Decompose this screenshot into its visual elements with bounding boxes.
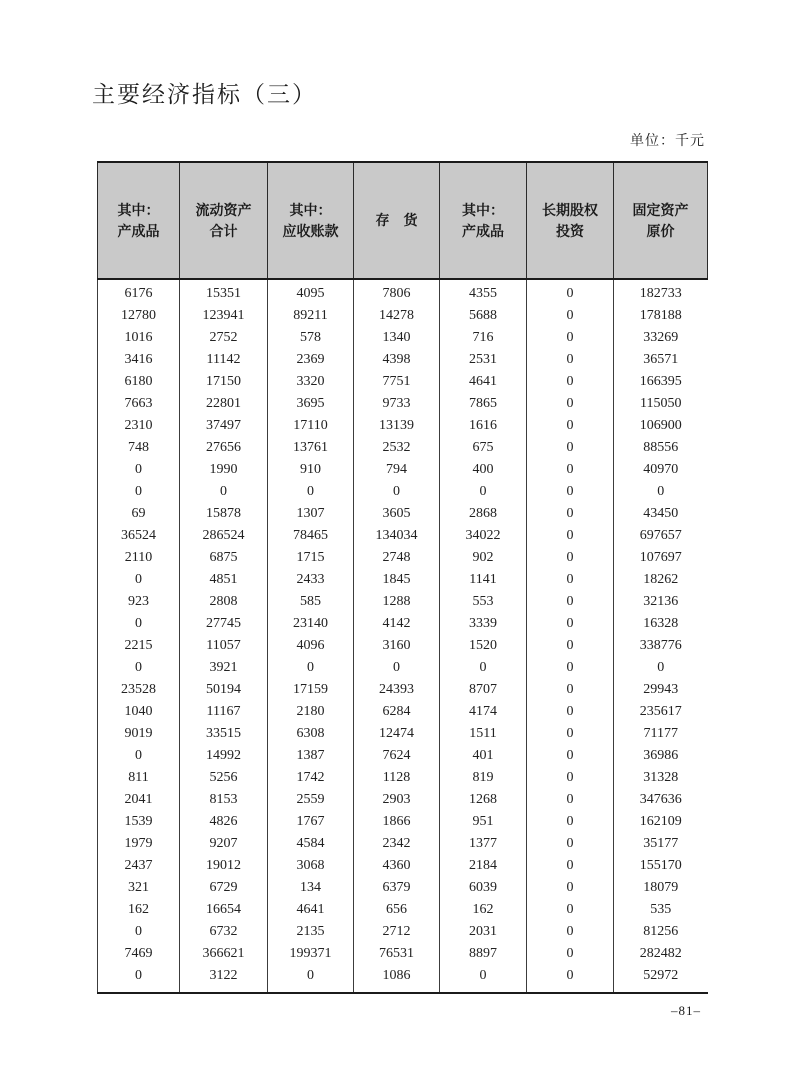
table-cell: 4851 bbox=[180, 569, 268, 591]
table-cell: 24393 bbox=[354, 679, 440, 701]
table-row bbox=[98, 811, 708, 833]
table-cell: 0 bbox=[527, 899, 614, 921]
table-cell: 37497 bbox=[180, 415, 268, 437]
table-cell: 162 bbox=[440, 899, 527, 921]
table-cell: 34022 bbox=[440, 525, 527, 547]
table-cell: 0 bbox=[614, 481, 708, 503]
table-row bbox=[98, 943, 708, 965]
table-cell: 1767 bbox=[268, 811, 354, 833]
table-cell: 43450 bbox=[614, 503, 708, 525]
table-cell: 4142 bbox=[354, 613, 440, 635]
table-cell: 89211 bbox=[268, 305, 354, 327]
table-cell: 585 bbox=[268, 591, 354, 613]
table-cell: 1040 bbox=[98, 701, 180, 723]
table-cell: 27745 bbox=[180, 613, 268, 635]
table-cell: 0 bbox=[98, 459, 180, 481]
table-cell: 282482 bbox=[614, 943, 708, 965]
table-cell: 1866 bbox=[354, 811, 440, 833]
table-cell: 13139 bbox=[354, 415, 440, 437]
table-cell: 401 bbox=[440, 745, 527, 767]
page-title: 主要经济指标（三） bbox=[92, 82, 317, 107]
column-header-line: 合计 bbox=[209, 222, 238, 239]
table-cell: 578 bbox=[268, 327, 354, 349]
table-cell: 2532 bbox=[354, 437, 440, 459]
table-row bbox=[98, 745, 708, 767]
table-cell: 7469 bbox=[98, 943, 180, 965]
table-cell: 0 bbox=[98, 657, 180, 679]
column-header-liudong-zichan-heji bbox=[180, 162, 268, 279]
table-cell: 29943 bbox=[614, 679, 708, 701]
table-row bbox=[98, 371, 708, 393]
table-row bbox=[98, 723, 708, 745]
table-row bbox=[98, 305, 708, 327]
table-cell: 23140 bbox=[268, 613, 354, 635]
table-cell: 4641 bbox=[440, 371, 527, 393]
table-cell: 0 bbox=[268, 481, 354, 503]
table-cell: 0 bbox=[527, 569, 614, 591]
unit-label: 单位：千元 bbox=[630, 134, 705, 149]
table-cell: 23528 bbox=[98, 679, 180, 701]
column-header-line: 原价 bbox=[646, 222, 675, 239]
table-cell: 0 bbox=[527, 855, 614, 877]
table-cell: 81256 bbox=[614, 921, 708, 943]
table-cell: 3339 bbox=[440, 613, 527, 635]
table-cell: 2868 bbox=[440, 503, 527, 525]
table-cell: 338776 bbox=[614, 635, 708, 657]
table-cell: 36571 bbox=[614, 349, 708, 371]
table-cell: 8153 bbox=[180, 789, 268, 811]
table-row bbox=[98, 657, 708, 679]
table-row bbox=[98, 481, 708, 503]
table-cell: 35177 bbox=[614, 833, 708, 855]
table-cell: 3605 bbox=[354, 503, 440, 525]
table-cell: 2041 bbox=[98, 789, 180, 811]
column-header-line: 应收账款 bbox=[282, 222, 339, 239]
table-row bbox=[98, 437, 708, 459]
table-cell: 7624 bbox=[354, 745, 440, 767]
table-row bbox=[98, 833, 708, 855]
table-cell: 0 bbox=[527, 679, 614, 701]
header-row bbox=[98, 162, 708, 279]
table-cell: 9207 bbox=[180, 833, 268, 855]
table-cell: 400 bbox=[440, 459, 527, 481]
table-cell: 819 bbox=[440, 767, 527, 789]
table-cell: 1016 bbox=[98, 327, 180, 349]
table-cell: 0 bbox=[98, 745, 180, 767]
table-cell: 3068 bbox=[268, 855, 354, 877]
table-cell: 9733 bbox=[354, 393, 440, 415]
table-cell: 0 bbox=[527, 547, 614, 569]
table-cell: 0 bbox=[527, 393, 614, 415]
table-cell: 951 bbox=[440, 811, 527, 833]
table-cell: 0 bbox=[98, 921, 180, 943]
table-cell: 4826 bbox=[180, 811, 268, 833]
table-cell: 2369 bbox=[268, 349, 354, 371]
table-cell: 811 bbox=[98, 767, 180, 789]
table-cell: 106900 bbox=[614, 415, 708, 437]
table-row bbox=[98, 279, 708, 305]
table-cell: 1990 bbox=[180, 459, 268, 481]
table-cell: 6176 bbox=[98, 279, 180, 305]
table-cell: 286524 bbox=[180, 525, 268, 547]
table-cell: 6379 bbox=[354, 877, 440, 899]
table-cell: 4360 bbox=[354, 855, 440, 877]
table-cell: 1086 bbox=[354, 965, 440, 993]
table-cell: 17159 bbox=[268, 679, 354, 701]
table-cell: 1979 bbox=[98, 833, 180, 855]
table-cell: 2180 bbox=[268, 701, 354, 723]
table-head bbox=[98, 162, 708, 279]
table-cell: 0 bbox=[180, 481, 268, 503]
table-cell: 11057 bbox=[180, 635, 268, 657]
table-cell: 7663 bbox=[98, 393, 180, 415]
table-cell: 134034 bbox=[354, 525, 440, 547]
column-header-line: 其中： bbox=[462, 201, 504, 218]
table-cell: 0 bbox=[527, 921, 614, 943]
table-cell: 6875 bbox=[180, 547, 268, 569]
table-row bbox=[98, 921, 708, 943]
table-cell: 2531 bbox=[440, 349, 527, 371]
table-cell: 15351 bbox=[180, 279, 268, 305]
table-cell: 7865 bbox=[440, 393, 527, 415]
table-cell: 4584 bbox=[268, 833, 354, 855]
table-cell: 2712 bbox=[354, 921, 440, 943]
table-cell: 0 bbox=[527, 965, 614, 993]
table-cell: 1268 bbox=[440, 789, 527, 811]
table-cell: 2310 bbox=[98, 415, 180, 437]
table-cell: 0 bbox=[527, 613, 614, 635]
table-cell: 0 bbox=[527, 833, 614, 855]
table-cell: 6729 bbox=[180, 877, 268, 899]
table-cell: 535 bbox=[614, 899, 708, 921]
table-cell: 0 bbox=[268, 965, 354, 993]
table-cell: 123941 bbox=[180, 305, 268, 327]
table-cell: 16654 bbox=[180, 899, 268, 921]
table-cell: 6284 bbox=[354, 701, 440, 723]
table-cell: 3160 bbox=[354, 635, 440, 657]
table-cell: 7806 bbox=[354, 279, 440, 305]
table-cell: 8897 bbox=[440, 943, 527, 965]
table-cell: 12474 bbox=[354, 723, 440, 745]
table-cell: 0 bbox=[527, 437, 614, 459]
table-cell: 2135 bbox=[268, 921, 354, 943]
table-cell: 12780 bbox=[98, 305, 180, 327]
table-cell: 902 bbox=[440, 547, 527, 569]
table-cell: 8707 bbox=[440, 679, 527, 701]
table-cell: 3921 bbox=[180, 657, 268, 679]
column-header-line: 产成品 bbox=[462, 222, 504, 239]
table-cell: 18079 bbox=[614, 877, 708, 899]
table-cell: 6308 bbox=[268, 723, 354, 745]
table-cell: 0 bbox=[268, 657, 354, 679]
table-cell: 40970 bbox=[614, 459, 708, 481]
table-row bbox=[98, 855, 708, 877]
table-cell: 4174 bbox=[440, 701, 527, 723]
table-row bbox=[98, 547, 708, 569]
table-cell: 1128 bbox=[354, 767, 440, 789]
table-cell: 3320 bbox=[268, 371, 354, 393]
table-row bbox=[98, 679, 708, 701]
table-cell: 0 bbox=[440, 657, 527, 679]
table-cell: 0 bbox=[527, 415, 614, 437]
table-cell: 1742 bbox=[268, 767, 354, 789]
table-cell: 5688 bbox=[440, 305, 527, 327]
table-row bbox=[98, 591, 708, 613]
table-cell: 0 bbox=[354, 657, 440, 679]
table-cell: 36986 bbox=[614, 745, 708, 767]
table-cell: 6039 bbox=[440, 877, 527, 899]
column-header-qizhong-yingshou-zhangkuan bbox=[268, 162, 354, 279]
table-cell: 107697 bbox=[614, 547, 708, 569]
table-cell: 347636 bbox=[614, 789, 708, 811]
table-row bbox=[98, 393, 708, 415]
table-cell: 27656 bbox=[180, 437, 268, 459]
table-cell: 3695 bbox=[268, 393, 354, 415]
table-cell: 0 bbox=[527, 481, 614, 503]
table-row bbox=[98, 877, 708, 899]
table-row bbox=[98, 503, 708, 525]
table-cell: 3122 bbox=[180, 965, 268, 993]
column-header-changqi-guquan-touzi bbox=[527, 162, 614, 279]
table-cell: 656 bbox=[354, 899, 440, 921]
table-cell: 1141 bbox=[440, 569, 527, 591]
table-row bbox=[98, 767, 708, 789]
table-cell: 1511 bbox=[440, 723, 527, 745]
table-body bbox=[98, 279, 708, 993]
table-cell: 134 bbox=[268, 877, 354, 899]
table-cell: 697657 bbox=[614, 525, 708, 547]
table-row bbox=[98, 701, 708, 723]
table-cell: 0 bbox=[527, 723, 614, 745]
table-cell: 0 bbox=[440, 965, 527, 993]
table-row bbox=[98, 965, 708, 993]
table-cell: 0 bbox=[527, 789, 614, 811]
table-cell: 923 bbox=[98, 591, 180, 613]
table-cell: 199371 bbox=[268, 943, 354, 965]
table-cell: 166395 bbox=[614, 371, 708, 393]
table-cell: 115050 bbox=[614, 393, 708, 415]
page-number: –81– bbox=[671, 1003, 701, 1018]
table-cell: 910 bbox=[268, 459, 354, 481]
table-cell: 2437 bbox=[98, 855, 180, 877]
table-cell: 0 bbox=[527, 525, 614, 547]
table-cell: 0 bbox=[440, 481, 527, 503]
table-cell: 162 bbox=[98, 899, 180, 921]
table-cell: 235617 bbox=[614, 701, 708, 723]
table-cell: 18262 bbox=[614, 569, 708, 591]
table-cell: 794 bbox=[354, 459, 440, 481]
table-cell: 14992 bbox=[180, 745, 268, 767]
column-header-qizhong-chanchengpin-1 bbox=[98, 162, 180, 279]
table-cell: 155170 bbox=[614, 855, 708, 877]
table-cell: 1307 bbox=[268, 503, 354, 525]
table-cell: 0 bbox=[527, 877, 614, 899]
table-cell: 6732 bbox=[180, 921, 268, 943]
table-cell: 321 bbox=[98, 877, 180, 899]
table-cell: 0 bbox=[527, 327, 614, 349]
table-cell: 4096 bbox=[268, 635, 354, 657]
column-header-line: 投资 bbox=[556, 222, 584, 239]
table-row bbox=[98, 789, 708, 811]
table-row bbox=[98, 525, 708, 547]
column-header-qizhong-chanchengpin-2 bbox=[440, 162, 527, 279]
table-cell: 0 bbox=[527, 635, 614, 657]
table-cell: 2748 bbox=[354, 547, 440, 569]
table-cell: 1520 bbox=[440, 635, 527, 657]
table-cell: 31328 bbox=[614, 767, 708, 789]
table-cell: 11142 bbox=[180, 349, 268, 371]
column-header-line: 产成品 bbox=[117, 222, 160, 239]
table-cell: 32136 bbox=[614, 591, 708, 613]
table-cell: 0 bbox=[98, 965, 180, 993]
table-cell: 33269 bbox=[614, 327, 708, 349]
table-cell: 3416 bbox=[98, 349, 180, 371]
table-cell: 1377 bbox=[440, 833, 527, 855]
table-row bbox=[98, 635, 708, 657]
table-cell: 0 bbox=[527, 591, 614, 613]
table-cell: 2215 bbox=[98, 635, 180, 657]
table-cell: 0 bbox=[527, 767, 614, 789]
table-cell: 2110 bbox=[98, 547, 180, 569]
table-cell: 71177 bbox=[614, 723, 708, 745]
table-cell: 0 bbox=[527, 305, 614, 327]
table-cell: 1387 bbox=[268, 745, 354, 767]
table-cell: 6180 bbox=[98, 371, 180, 393]
table-cell: 9019 bbox=[98, 723, 180, 745]
table-cell: 4095 bbox=[268, 279, 354, 305]
table-row bbox=[98, 613, 708, 635]
column-header-cunhuo bbox=[354, 162, 440, 279]
table-cell: 553 bbox=[440, 591, 527, 613]
table-row bbox=[98, 459, 708, 481]
table-cell: 2752 bbox=[180, 327, 268, 349]
table-row bbox=[98, 569, 708, 591]
table-cell: 0 bbox=[527, 371, 614, 393]
table-cell: 1715 bbox=[268, 547, 354, 569]
column-header-line: 其中： bbox=[117, 201, 160, 218]
table-cell: 748 bbox=[98, 437, 180, 459]
table-cell: 14278 bbox=[354, 305, 440, 327]
table-cell: 36524 bbox=[98, 525, 180, 547]
table-cell: 19012 bbox=[180, 855, 268, 877]
table-cell: 1845 bbox=[354, 569, 440, 591]
column-header-line: 存 货 bbox=[375, 212, 418, 228]
table-cell: 0 bbox=[614, 657, 708, 679]
table-cell: 0 bbox=[527, 657, 614, 679]
table-cell: 13761 bbox=[268, 437, 354, 459]
table-cell: 11167 bbox=[180, 701, 268, 723]
table-cell: 1288 bbox=[354, 591, 440, 613]
table-cell: 50194 bbox=[180, 679, 268, 701]
table-cell: 4355 bbox=[440, 279, 527, 305]
table-cell: 1340 bbox=[354, 327, 440, 349]
table-cell: 76531 bbox=[354, 943, 440, 965]
table-cell: 0 bbox=[527, 459, 614, 481]
table-cell: 2808 bbox=[180, 591, 268, 613]
table-cell: 16328 bbox=[614, 613, 708, 635]
table-cell: 0 bbox=[527, 279, 614, 305]
table-cell: 162109 bbox=[614, 811, 708, 833]
table-cell: 1539 bbox=[98, 811, 180, 833]
indicators-table bbox=[97, 161, 708, 994]
table-cell: 7751 bbox=[354, 371, 440, 393]
table-cell: 2433 bbox=[268, 569, 354, 591]
table-cell: 675 bbox=[440, 437, 527, 459]
table-cell: 0 bbox=[527, 745, 614, 767]
column-header-line: 流动资产 bbox=[195, 201, 252, 218]
table-row bbox=[98, 899, 708, 921]
table-cell: 0 bbox=[98, 481, 180, 503]
table-cell: 0 bbox=[527, 701, 614, 723]
table-cell: 178188 bbox=[614, 305, 708, 327]
table-cell: 2031 bbox=[440, 921, 527, 943]
column-header-line: 固定资产 bbox=[632, 201, 689, 218]
table-cell: 17110 bbox=[268, 415, 354, 437]
table-cell: 0 bbox=[98, 613, 180, 635]
table-cell: 182733 bbox=[614, 279, 708, 305]
table-cell: 0 bbox=[527, 811, 614, 833]
table-cell: 0 bbox=[354, 481, 440, 503]
table-cell: 1616 bbox=[440, 415, 527, 437]
indicators-table-wrap bbox=[97, 161, 707, 994]
table-cell: 716 bbox=[440, 327, 527, 349]
column-header-line: 其中： bbox=[289, 201, 332, 218]
table-cell: 5256 bbox=[180, 767, 268, 789]
table-cell: 2559 bbox=[268, 789, 354, 811]
table-cell: 88556 bbox=[614, 437, 708, 459]
table-cell: 69 bbox=[98, 503, 180, 525]
table-cell: 2342 bbox=[354, 833, 440, 855]
column-header-line: 长期股权 bbox=[542, 201, 598, 218]
table-row bbox=[98, 349, 708, 371]
table-row bbox=[98, 415, 708, 437]
table-cell: 0 bbox=[98, 569, 180, 591]
table-cell: 78465 bbox=[268, 525, 354, 547]
table-cell: 366621 bbox=[180, 943, 268, 965]
table-row bbox=[98, 327, 708, 349]
table-cell: 2184 bbox=[440, 855, 527, 877]
table-cell: 0 bbox=[527, 943, 614, 965]
table-cell: 15878 bbox=[180, 503, 268, 525]
table-cell: 33515 bbox=[180, 723, 268, 745]
column-header-guding-zichan-yuanjia bbox=[614, 162, 708, 279]
table-cell: 4398 bbox=[354, 349, 440, 371]
table-cell: 0 bbox=[527, 349, 614, 371]
table-cell: 4641 bbox=[268, 899, 354, 921]
table-cell: 0 bbox=[527, 503, 614, 525]
table-cell: 52972 bbox=[614, 965, 708, 993]
table-cell: 17150 bbox=[180, 371, 268, 393]
table-cell: 2903 bbox=[354, 789, 440, 811]
table-cell: 22801 bbox=[180, 393, 268, 415]
